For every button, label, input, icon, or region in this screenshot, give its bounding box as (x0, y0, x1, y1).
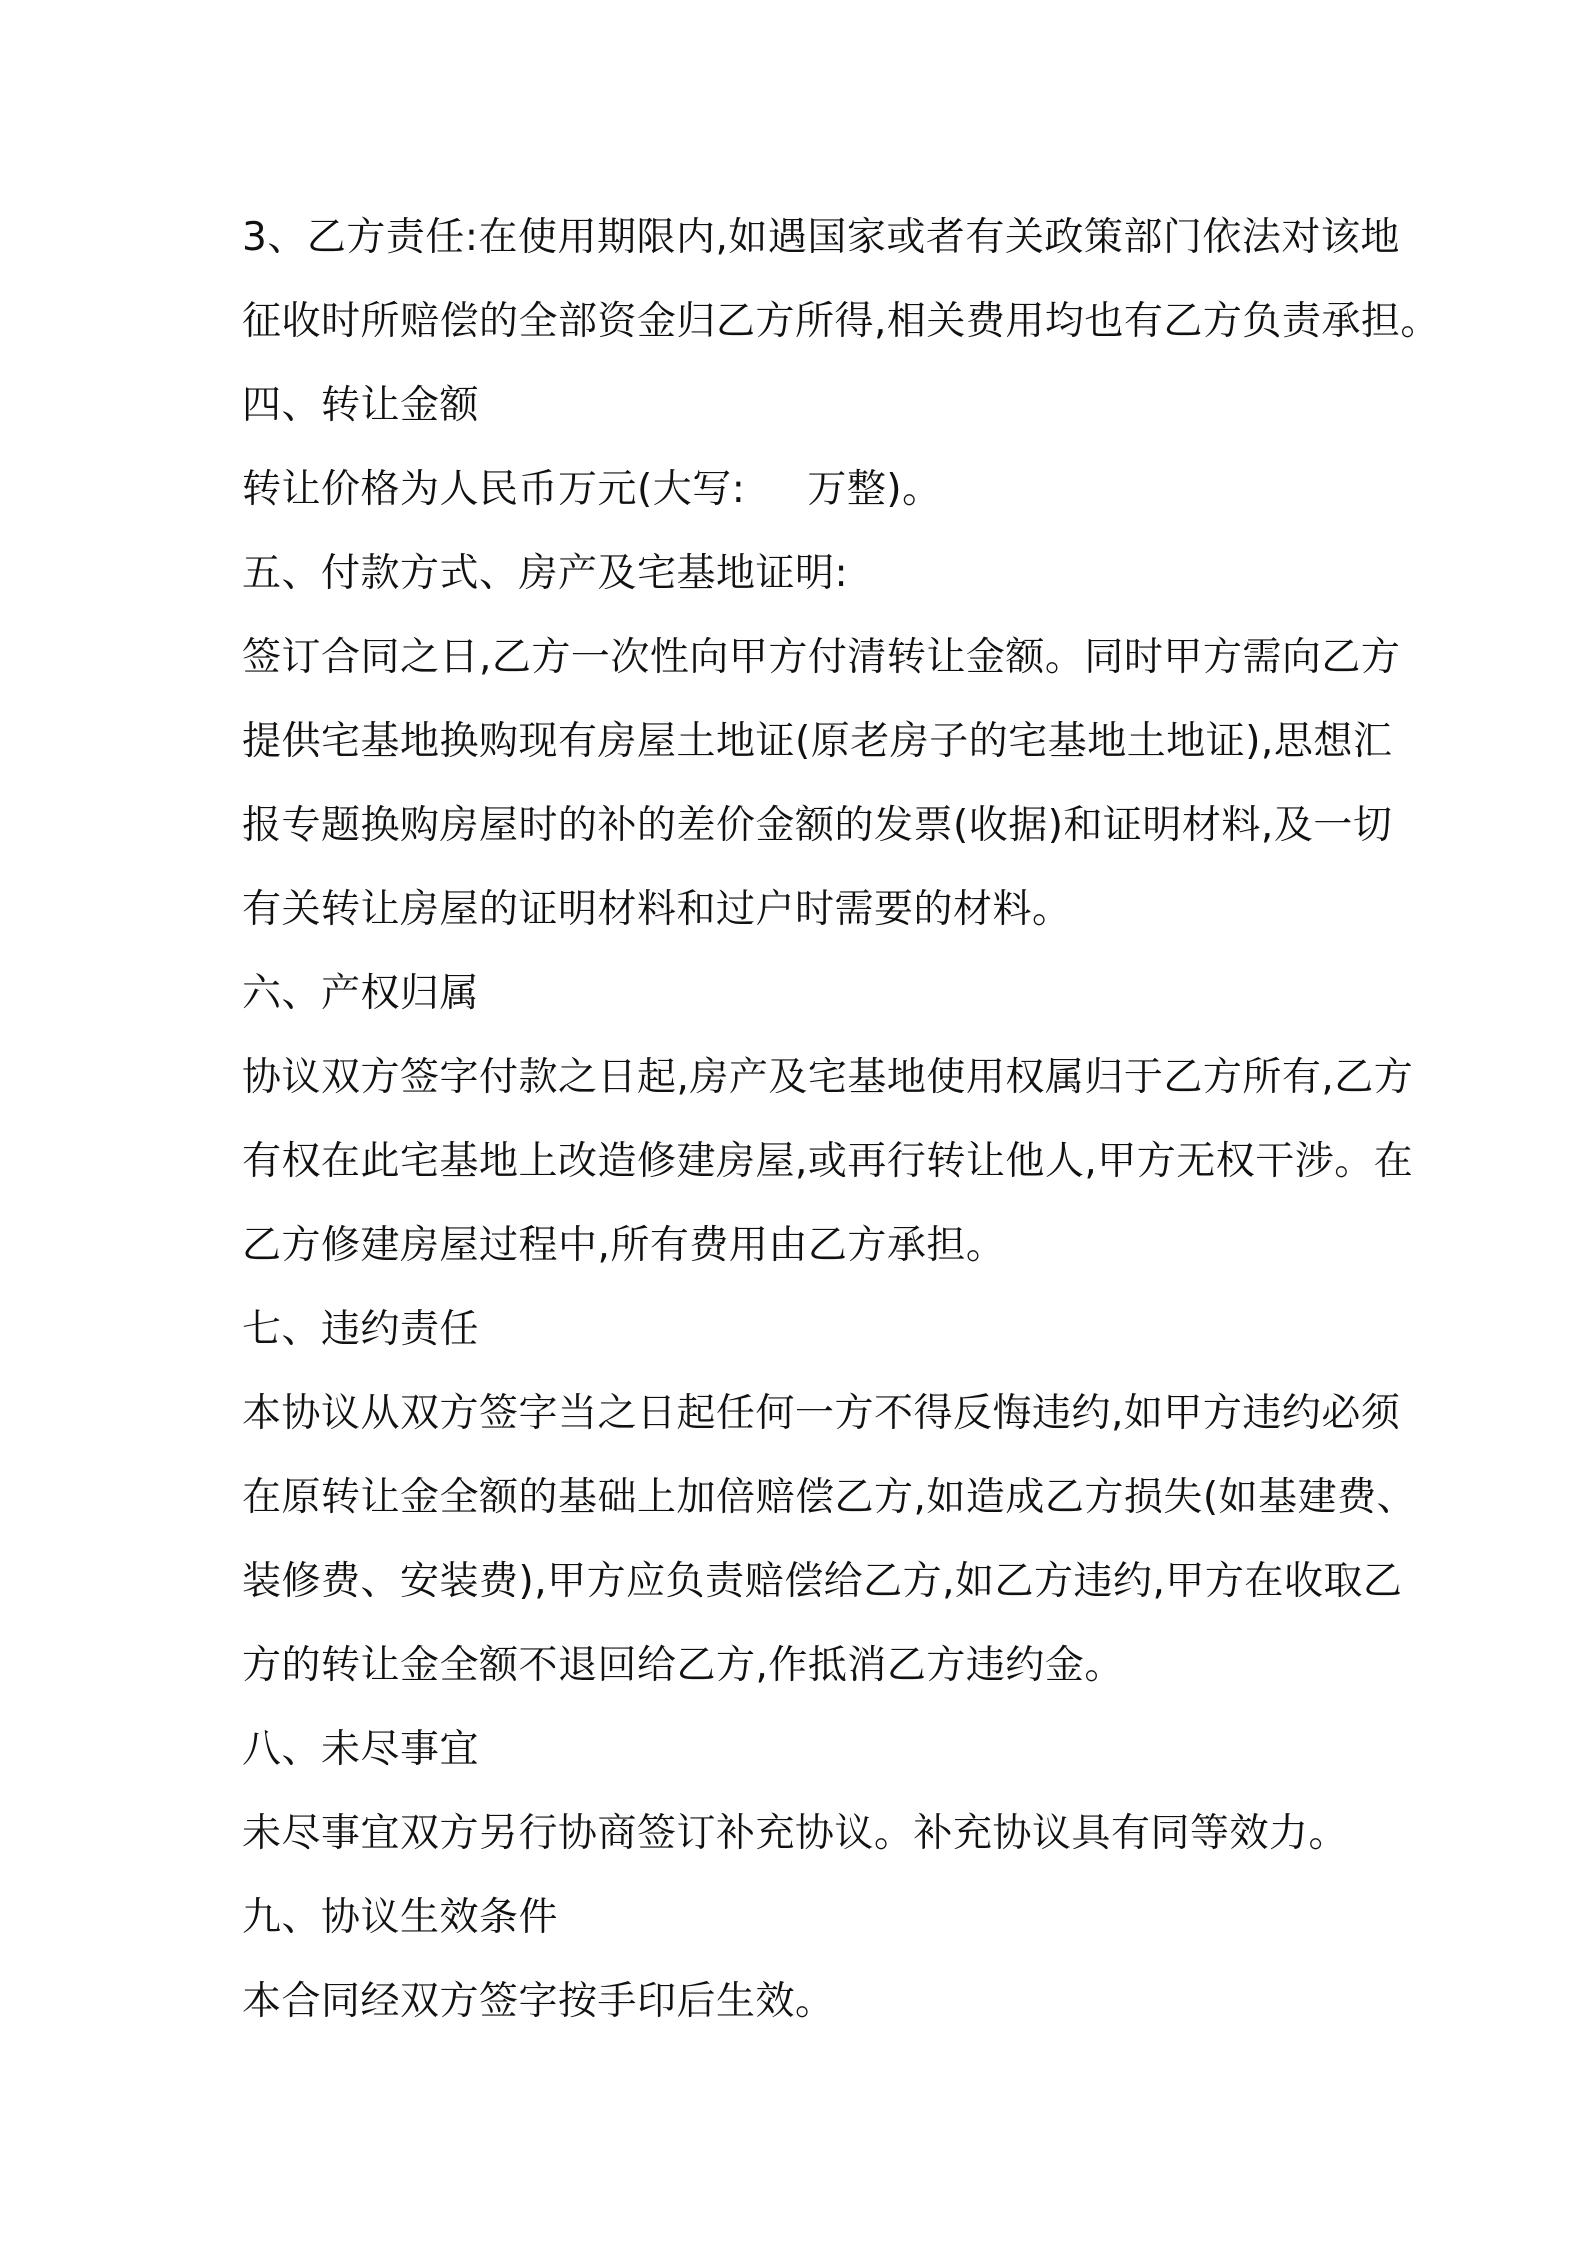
section-heading-effective-conditions: 九、协议生效条件 (242, 1895, 559, 1940)
section-heading-unfinished-matters: 八、未尽事宜 (242, 1727, 480, 1772)
document-body (242, 196, 1440, 2044)
effective-conditions-line: 本合同经双方签字按手印后生效。 (242, 1979, 835, 2024)
transfer-price-text: 转让价格为人民币万元(大写: (242, 467, 746, 512)
clause-3-line-1: 3、乙方责任:在使用期限内,如遇国家或者有关政策部门依法对该地 (242, 215, 1400, 260)
ownership-line-3: 乙方修建房屋过程中,所有费用由乙方承担。 (242, 1223, 1006, 1268)
breach-line-2: 在原转让金全额的基础上加倍赔偿乙方,如造成乙方损失(如基建费、 (242, 1475, 1417, 1520)
section-heading-ownership: 六、产权归属 (242, 971, 480, 1016)
transfer-price-suffix: 万整)。 (807, 467, 942, 512)
ownership-line-1: 协议双方签字付款之日起,房产及宅基地使用权属归于乙方所有,乙方 (242, 1055, 1414, 1100)
payment-line-2: 提供宅基地换购现有房屋土地证(原老房子的宅基地土地证),思想汇 (242, 719, 1393, 764)
payment-line-1: 签订合同之日,乙方一次性向甲方付清转让金额。同时甲方需向乙方 (242, 635, 1401, 680)
unfinished-matters-line: 未尽事宜双方另行协商签订补充协议。补充协议具有同等效力。 (242, 1811, 1349, 1856)
breach-line-1: 本协议从双方签字当之日起任何一方不得反悔违约,如甲方违约必须 (242, 1391, 1401, 1436)
section-heading-transfer-amount: 四、转让金额 (242, 383, 480, 428)
payment-line-3: 报专题换购房屋时的补的差价金额的发票(收据)和证明材料,及一切 (242, 803, 1393, 848)
section-heading-breach: 七、违约责任 (242, 1307, 480, 1352)
breach-line-4: 方的转让金全额不退回给乙方,作抵消乙方违约金。 (242, 1643, 1124, 1688)
payment-line-4: 有关转让房屋的证明材料和过户时需要的材料。 (242, 887, 1072, 932)
transfer-price-line (242, 448, 1372, 532)
ownership-line-2: 有权在此宅基地上改造修建房屋,或再行转让他人,甲方无权干涉。在 (242, 1139, 1414, 1184)
breach-line-3: 装修费、安装费),甲方应负责赔偿给乙方,如乙方违约,甲方在收取乙 (242, 1559, 1403, 1604)
clause-3-line-2: 征收时所赔偿的全部资金归乙方所得,相关费用均也有乙方负责承担。 (242, 299, 1440, 344)
section-heading-payment: 五、付款方式、房产及宅基地证明: (242, 551, 849, 596)
